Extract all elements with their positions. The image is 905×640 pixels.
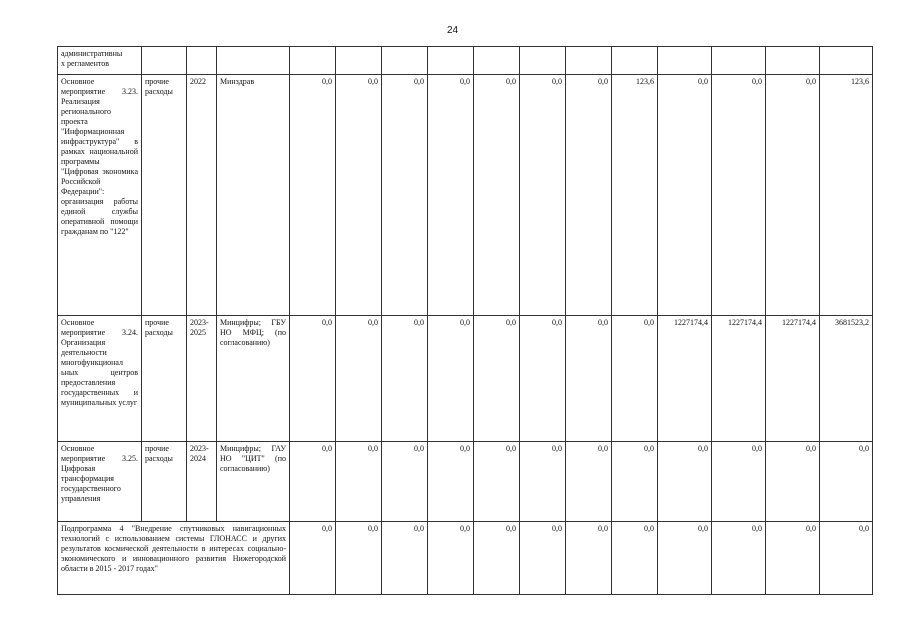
- value-cell: [520, 316, 566, 442]
- value-cell-text: 0,0: [859, 524, 869, 533]
- value-cell-text: 1227174,4: [782, 318, 816, 327]
- value-cell: [658, 522, 712, 595]
- years-cell: [187, 316, 217, 442]
- expense-type-cell-text: прочие расходы: [145, 318, 173, 337]
- value-cell: [382, 522, 428, 595]
- value-cell: [382, 75, 428, 316]
- value-cell: [712, 316, 766, 442]
- value-cell: [712, 442, 766, 522]
- table-row: [58, 75, 873, 316]
- value-cell-text: 0,0: [698, 444, 708, 453]
- value-cell: [658, 442, 712, 522]
- years-cell-text: 2023- 2025: [190, 318, 209, 337]
- value-cell: [566, 47, 612, 75]
- value-cell-text: 0,0: [368, 444, 378, 453]
- value-cell: [612, 442, 658, 522]
- value-cell-text: 1227174,4: [728, 318, 762, 327]
- expense-type-cell: [142, 47, 187, 75]
- value-cell: [820, 522, 873, 595]
- value-cell: [290, 316, 336, 442]
- value-cell-text: 0,0: [368, 524, 378, 533]
- value-cell: [566, 316, 612, 442]
- value-cell-text: 0,0: [598, 524, 608, 533]
- value-cell: [382, 47, 428, 75]
- value-cell: [336, 442, 382, 522]
- activity-name-cell-text: Основное мероприятие 3.23. Реализация регионального проекта "Информационная инфраструктура" в рамках национальной программы "Цифровая экономика Российской Федерации": организация работы единой службы оперативной помощи гражданам по "122": [61, 77, 138, 236]
- years-cell: [187, 442, 217, 522]
- value-cell: [428, 316, 474, 442]
- value-cell: [658, 47, 712, 75]
- value-cell-text: 0,0: [598, 318, 608, 327]
- value-cell: [382, 316, 428, 442]
- value-cell-text: 1227174,4: [674, 318, 708, 327]
- value-cell: [290, 442, 336, 522]
- value-cell-text: 0,0: [552, 444, 562, 453]
- value-cell-text: 0,0: [460, 318, 470, 327]
- activity-name-cell-text: Основное мероприятие 3.25. Цифровая трансформация государственного управления: [61, 444, 138, 503]
- expense-type-cell-text: прочие расходы: [145, 77, 173, 96]
- table-row: [58, 47, 873, 75]
- table-row: [58, 316, 873, 442]
- value-cell: [336, 75, 382, 316]
- executor-cell: [217, 47, 290, 75]
- expense-type-cell: [142, 75, 187, 316]
- years-cell: [187, 47, 217, 75]
- value-cell: [336, 316, 382, 442]
- value-cell: [766, 47, 820, 75]
- executor-cell: [217, 442, 290, 522]
- value-cell-text: 0,0: [368, 77, 378, 86]
- value-cell-text: 0,0: [806, 444, 816, 453]
- value-cell: [766, 316, 820, 442]
- value-cell: [658, 75, 712, 316]
- activity-name-cell: [58, 75, 142, 316]
- value-cell-text: 0,0: [644, 318, 654, 327]
- value-cell-text: 123,6: [851, 77, 869, 86]
- executor-cell-text: Минцифры; ГАУ НО "ЦИТ" (по согласованию): [220, 444, 286, 473]
- value-cell: [428, 47, 474, 75]
- value-cell: [290, 75, 336, 316]
- subprogram-row: [58, 522, 873, 595]
- activity-name-cell: [58, 47, 142, 75]
- value-cell: [566, 442, 612, 522]
- value-cell-text: 0,0: [698, 524, 708, 533]
- value-cell: [712, 522, 766, 595]
- value-cell: [520, 522, 566, 595]
- value-cell-text: 0,0: [552, 318, 562, 327]
- value-cell-text: 0,0: [506, 77, 516, 86]
- value-cell-text: 0,0: [414, 77, 424, 86]
- value-cell-text: 0,0: [644, 444, 654, 453]
- value-cell: [612, 522, 658, 595]
- value-cell: [566, 522, 612, 595]
- value-cell: [290, 47, 336, 75]
- value-cell: [612, 316, 658, 442]
- value-cell: [336, 522, 382, 595]
- value-cell: [612, 47, 658, 75]
- value-cell-text: 0,0: [752, 444, 762, 453]
- value-cell: [766, 442, 820, 522]
- years-cell-text: 2022: [190, 77, 206, 86]
- value-cell: [520, 442, 566, 522]
- value-cell-text: 0,0: [806, 524, 816, 533]
- value-cell-text: 0,0: [552, 77, 562, 86]
- value-cell: [658, 316, 712, 442]
- value-cell-text: 0,0: [322, 444, 332, 453]
- value-cell: [474, 522, 520, 595]
- executor-cell: [217, 75, 290, 316]
- value-cell-text: 0,0: [460, 444, 470, 453]
- value-cell: [336, 47, 382, 75]
- expense-type-cell: [142, 442, 187, 522]
- value-cell-text: 3681523,2: [835, 318, 869, 327]
- value-cell: [766, 75, 820, 316]
- value-cell: [820, 47, 873, 75]
- value-cell-text: 0,0: [552, 524, 562, 533]
- value-cell: [290, 522, 336, 595]
- subprogram-name-cell: [58, 522, 290, 595]
- value-cell-text: 0,0: [414, 524, 424, 533]
- value-cell-text: 0,0: [806, 77, 816, 86]
- value-cell: [474, 47, 520, 75]
- value-cell-text: 0,0: [752, 524, 762, 533]
- executor-cell-text: Минздрав: [220, 77, 255, 86]
- expense-type-cell-text: прочие расходы: [145, 444, 173, 463]
- subprogram-name-cell-text: Подпрограмма 4 "Внедрение спутниковых навигационных технологий с использованием системы ГЛОНАСС и других результатов космической деятельности в интересах социально-экономического и инновационного развития Нижегородской области в 2015 - 2017 годах": [61, 524, 286, 573]
- table-row: [58, 442, 873, 522]
- years-cell-text: 2023- 2024: [190, 444, 209, 463]
- value-cell-text: 0,0: [598, 444, 608, 453]
- value-cell-text: 0,0: [506, 444, 516, 453]
- value-cell-text: 0,0: [322, 77, 332, 86]
- value-cell-text: 0,0: [752, 77, 762, 86]
- value-cell: [474, 75, 520, 316]
- value-cell-text: 0,0: [506, 524, 516, 533]
- value-cell-text: 0,0: [460, 524, 470, 533]
- value-cell: [520, 47, 566, 75]
- activity-name-cell: [58, 442, 142, 522]
- activity-name-cell-text: Основное мероприятие 3.24. Организация деятельности многофункционал ьных центров предоставления государственных и муниципальных услуг: [61, 318, 138, 407]
- value-cell: [428, 442, 474, 522]
- value-cell: [428, 75, 474, 316]
- years-cell: [187, 75, 217, 316]
- value-cell-text: 0,0: [322, 318, 332, 327]
- value-cell-text: 0,0: [598, 77, 608, 86]
- executor-cell: [217, 316, 290, 442]
- value-cell-text: 0,0: [322, 524, 332, 533]
- value-cell: [612, 75, 658, 316]
- value-cell: [428, 522, 474, 595]
- executor-cell-text: Минцифры; ГБУ НО МФЦ; (по согласованию): [220, 318, 286, 347]
- value-cell-text: 0,0: [414, 444, 424, 453]
- value-cell: [766, 522, 820, 595]
- value-cell: [820, 442, 873, 522]
- page-number: 24: [446, 25, 459, 36]
- value-cell-text: 0,0: [698, 77, 708, 86]
- value-cell: [712, 47, 766, 75]
- value-cell: [712, 75, 766, 316]
- value-cell-text: 0,0: [859, 444, 869, 453]
- value-cell: [566, 75, 612, 316]
- value-cell: [820, 316, 873, 442]
- expense-type-cell: [142, 316, 187, 442]
- value-cell: [820, 75, 873, 316]
- value-cell: [474, 442, 520, 522]
- value-cell: [474, 316, 520, 442]
- activity-name-cell: [58, 316, 142, 442]
- value-cell-text: 0,0: [506, 318, 516, 327]
- value-cell-text: 0,0: [644, 524, 654, 533]
- value-cell: [382, 442, 428, 522]
- budget-table: [57, 46, 873, 595]
- value-cell-text: 0,0: [414, 318, 424, 327]
- value-cell-text: 123,6: [636, 77, 654, 86]
- value-cell: [520, 75, 566, 316]
- value-cell-text: 0,0: [460, 77, 470, 86]
- value-cell-text: 0,0: [368, 318, 378, 327]
- activity-name-cell-text: административны х регламентов: [61, 49, 123, 68]
